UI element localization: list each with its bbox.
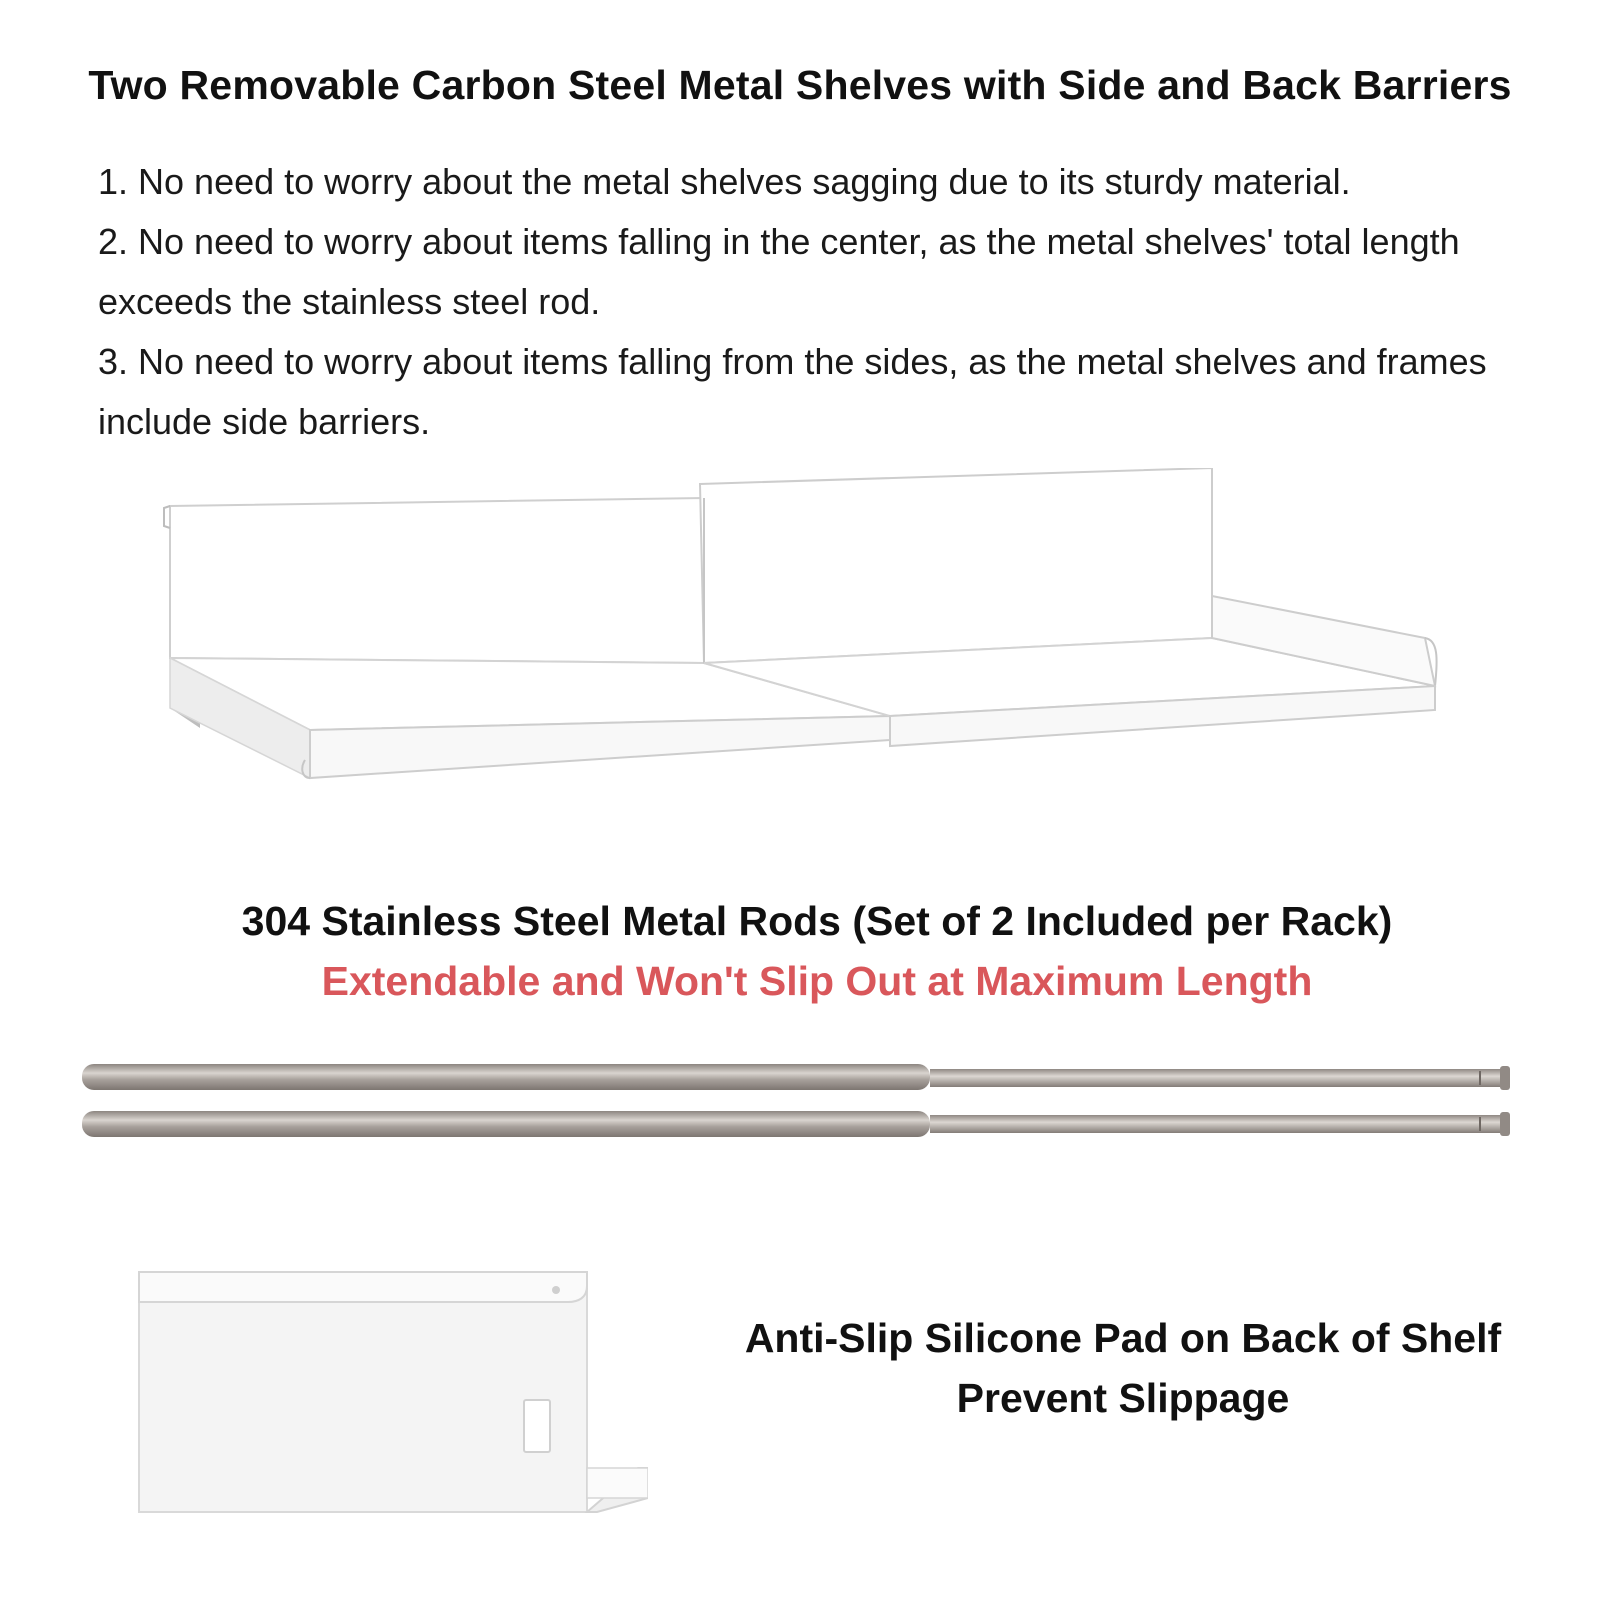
rod-bottom [82,1111,1510,1137]
pad-caption-line-2: Prevent Slippage [956,1375,1290,1421]
stainless-steel-rods-image [80,1048,1520,1158]
pad-caption-line-1: Anti-Slip Silicone Pad on Back of Shelf [744,1315,1502,1361]
silicone-pad [524,1400,550,1452]
right-shelf-back [700,468,1212,663]
page-title: Two Removable Carbon Steel Metal Shelves with Side and Back Barriers [88,62,1512,108]
pad-caption [718,1308,1528,1428]
metal-shelves-image [160,468,1460,798]
rods-section-title: 304 Stainless Steel Metal Rods (Set of 2 Included per Rack) [241,898,1393,944]
rod-top [82,1064,1510,1090]
feature-item: 1. No need to worry about the metal shelves sagging due to its sturdy material. [98,161,1351,202]
shelf-back-silicone-pad-image [138,1268,648,1518]
feature-item: 3. No need to worry about items falling from the sides, as the metal shelves and frames include side barriers. [98,341,1487,442]
left-shelf-back [170,498,704,663]
feature-item: 2. No need to worry about items falling in the center, as the metal shelves' total length exceeds the stainless steel rod. [98,221,1460,322]
rods-section-subtitle: Extendable and Won't Slip Out at Maximum Length [321,958,1313,1004]
feature-list [98,152,1538,452]
